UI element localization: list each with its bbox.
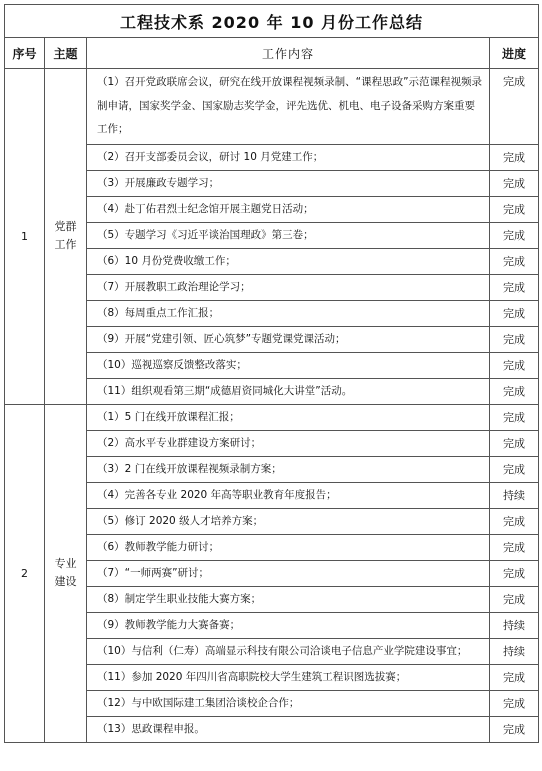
- work-item-text: （7）开展教职工政治理论学习；: [87, 274, 490, 300]
- work-item-status: 完成: [490, 716, 539, 742]
- work-item-status: 完成: [490, 144, 539, 170]
- section-topic-line: 建设: [54, 575, 77, 588]
- work-item-status: 完成: [490, 222, 539, 248]
- work-item-text: （6）10 月份党费收缴工作；: [87, 248, 490, 274]
- work-item-text: （8）制定学生职业技能大赛方案；: [87, 586, 490, 612]
- work-item-status: 完成: [490, 456, 539, 482]
- work-item-status: 完成: [490, 326, 539, 352]
- summary-table: [4, 4, 539, 743]
- header-topic: 主题: [45, 38, 87, 69]
- work-item-text: （9）教师教学能力大赛备赛；: [87, 612, 490, 638]
- work-item-text: （12）与中欧国际建工集团洽谈校企合作；: [87, 690, 490, 716]
- table-row: [5, 404, 539, 430]
- work-item-status: 持续: [490, 612, 539, 638]
- work-item-text: （11）组织观看第三期“成德眉资同城化大讲堂”活动。: [87, 378, 490, 404]
- work-item-status: 完成: [490, 534, 539, 560]
- work-item-text: （4）完善各专业 2020 年高等职业教育年度报告；: [87, 482, 490, 508]
- section-number: 1: [5, 69, 45, 405]
- work-item-status: 完成: [490, 274, 539, 300]
- header-no: 序号: [5, 38, 45, 69]
- table-row: [5, 69, 539, 145]
- header-content: 工作内容: [87, 38, 490, 69]
- work-item-text: （10）与信利（仁寿）高端显示科技有限公司洽谈电子信息产业学院建设事宜；: [87, 638, 490, 664]
- work-item-text: （7）“一师两赛”研讨；: [87, 560, 490, 586]
- work-item-status: 完成: [490, 664, 539, 690]
- work-item-status: 完成: [490, 508, 539, 534]
- work-item-text: （6）教师教学能力研讨；: [87, 534, 490, 560]
- work-item-status: 完成: [490, 248, 539, 274]
- table-header-row: [5, 38, 539, 69]
- work-item-text: （13）思政课程申报。: [87, 716, 490, 742]
- work-item-text: （2）高水平专业群建设方案研讨；: [87, 430, 490, 456]
- work-item-status: 完成: [490, 404, 539, 430]
- work-item-text: （11）参加 2020 年四川省高职院校大学生建筑工程识图选拔赛；: [87, 664, 490, 690]
- table-body: [5, 69, 539, 743]
- work-item-text: （9）开展“党建引领、匠心筑梦”专题党课党课活动；: [87, 326, 490, 352]
- work-item-status: 完成: [490, 430, 539, 456]
- work-item-status: 完成: [490, 378, 539, 404]
- section-topic-line: 党群: [54, 220, 77, 234]
- section-number: 2: [5, 404, 45, 742]
- work-item-status: 持续: [490, 482, 539, 508]
- section-topic-line: 专业: [54, 557, 77, 570]
- work-item-text: （10）巡视巡察反馈整改落实；: [87, 352, 490, 378]
- work-item-status: 完成: [490, 560, 539, 586]
- work-item-status: 完成: [490, 69, 539, 145]
- work-item-status: 完成: [490, 170, 539, 196]
- work-item-status: 完成: [490, 300, 539, 326]
- section-topic: [45, 69, 87, 405]
- work-item-text: （3）开展廉政专题学习；: [87, 170, 490, 196]
- work-item-text: （1）召开党政联席会议，研究在线开放课程视频录制、“课程思政”示范课程视频录制申请，国家奖学金、国家励志奖学金，评先选优、机电、电子设备采购方案重要工作；: [87, 69, 490, 145]
- work-item-status: 完成: [490, 690, 539, 716]
- work-item-text: （2）召开支部委员会议，研讨 10 月党建工作；: [87, 144, 490, 170]
- work-item-text: （5）修订 2020 级人才培养方案；: [87, 508, 490, 534]
- work-item-status: 完成: [490, 586, 539, 612]
- work-item-text: （3）2 门在线开放课程视频录制方案；: [87, 456, 490, 482]
- work-item-status: 完成: [490, 352, 539, 378]
- section-topic-line: 工作: [54, 238, 77, 252]
- document-title: 工程技术系 2020 年 10 月份工作总结: [5, 5, 539, 38]
- work-item-text: （5）专题学习《习近平谈治国理政》第三卷；: [87, 222, 490, 248]
- work-item-text: （4）赴丁佑君烈士纪念馆开展主题党日活动；: [87, 196, 490, 222]
- section-topic: [45, 404, 87, 742]
- work-item-text: （1）5 门在线开放课程汇报；: [87, 404, 490, 430]
- work-item-status: 完成: [490, 196, 539, 222]
- header-status: 进度: [490, 38, 539, 69]
- work-item-text: （8）每周重点工作汇报；: [87, 300, 490, 326]
- work-item-status: 持续: [490, 638, 539, 664]
